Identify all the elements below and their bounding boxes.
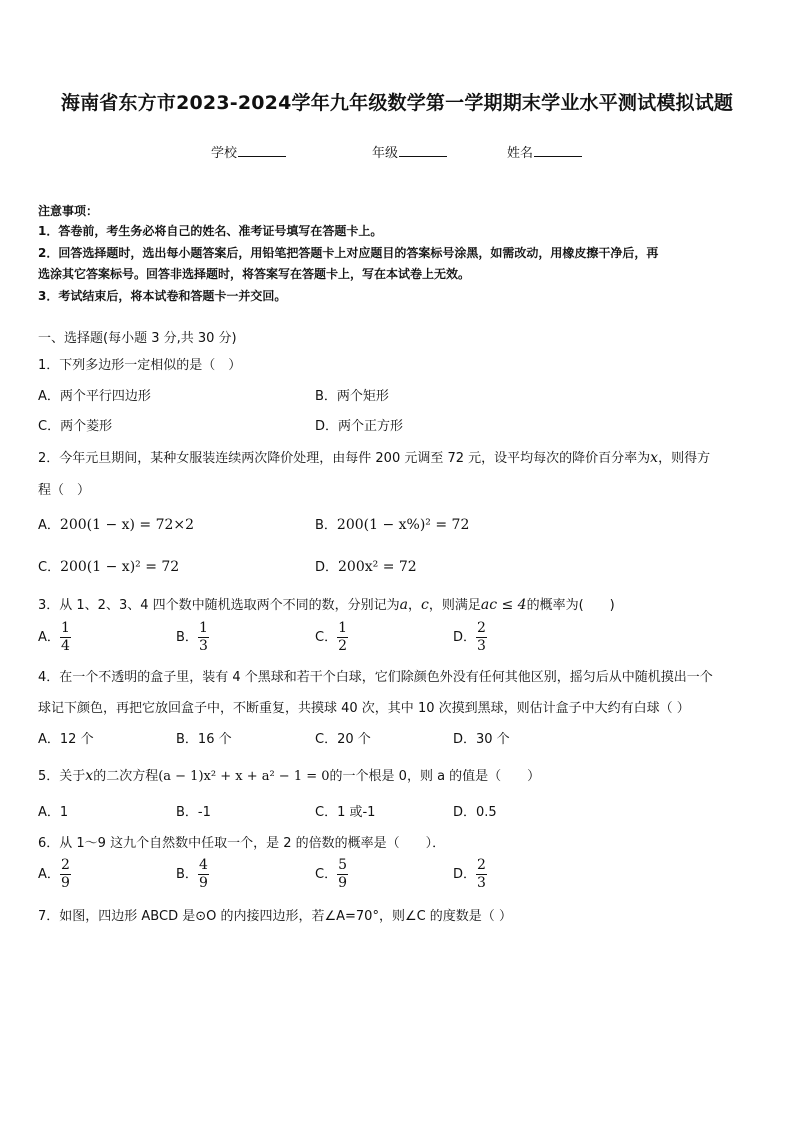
q3-var-a: a xyxy=(399,597,408,613)
note-2b: 选涂其它答案标号。回答非选择题时，将答案写在答题卡上，写在本试卷上无效。 xyxy=(38,267,471,281)
q3-option-c-fraction xyxy=(337,621,348,654)
q2-option-d-formula: 200x² = 72 xyxy=(338,559,417,575)
q3-option-c-label: C． xyxy=(315,630,338,645)
q2-stem-c: 程（ ） xyxy=(38,483,91,498)
q6-option-d xyxy=(453,858,487,891)
q2-stem-b: ，则得方 xyxy=(658,451,711,466)
question-5-stem xyxy=(38,765,540,784)
q3-stem-b: ，则满足 xyxy=(428,598,481,613)
name-label: 姓名 xyxy=(507,146,534,161)
q6-option-d-fraction xyxy=(476,858,487,891)
q3-option-a-fraction xyxy=(60,621,71,654)
denominator: 2 xyxy=(338,638,348,654)
question-4-stem-b: 球记下颜色，再把它放回盒子中，不断重复，共摸球 40 次，其中 10 次摸到黑球，则估计盒子中大约有白球（ ） xyxy=(38,701,690,716)
name-blank xyxy=(534,143,582,157)
numerator: 1 xyxy=(60,620,70,636)
q3-condition: ac ≤ 4 xyxy=(480,597,527,613)
numerator: 1 xyxy=(338,620,348,636)
q3-option-c xyxy=(315,621,348,654)
q3-option-a xyxy=(38,621,71,654)
denominator: 3 xyxy=(477,875,486,891)
q1-option-d: D．两个正方形 xyxy=(315,419,404,434)
q2-option-d xyxy=(315,556,417,575)
denominator: 4 xyxy=(60,638,70,654)
q5-stem-a: 5．关于 xyxy=(38,769,86,784)
q5-stem-c: 的一个根是 0，则 a 的值是（ ） xyxy=(329,769,541,784)
q4-option-a: A．12 个 xyxy=(38,732,94,747)
numerator: 1 xyxy=(198,620,208,636)
q3-var-c: c xyxy=(421,597,429,613)
numerator: 2 xyxy=(60,857,70,873)
question-1-stem: 1．下列多边形一定相似的是（ ） xyxy=(38,358,242,373)
denominator: 3 xyxy=(477,638,486,654)
q3-option-d-fraction xyxy=(476,621,487,654)
q5-stem-b: 的二次方程 xyxy=(93,769,159,784)
school-label: 学校 xyxy=(211,146,238,161)
q5-variable: x xyxy=(85,768,94,784)
q2-option-c-label: C． xyxy=(38,560,61,575)
question-6-stem: 6．从 1～9 这九个自然数中任取一个，是 2 的倍数的概率是（ ）． xyxy=(38,836,446,851)
question-2-stem xyxy=(38,447,710,466)
q2-option-b xyxy=(315,514,469,533)
q5-option-a: A．1 xyxy=(38,805,69,820)
q6-option-c-label: C． xyxy=(315,867,338,882)
q6-option-c xyxy=(315,858,348,891)
q5-option-b: B．-1 xyxy=(176,805,211,820)
question-7-stem: 7．如图，四边形 ABCD 是⊙O 的内接四边形，若∠A=70°，则∠C 的度数是（ ） xyxy=(38,909,512,924)
q3-option-b-fraction xyxy=(198,621,209,654)
page-title: 海南省东方市2023-2024学年九年级数学第一学期期末学业水平测试模拟试题 xyxy=(60,92,734,114)
q6-option-b xyxy=(176,858,209,891)
numerator: 2 xyxy=(477,857,486,873)
school-blank xyxy=(238,143,286,157)
q3-sep: ， xyxy=(407,598,421,613)
q5-option-c: C．1 或-1 xyxy=(315,805,376,820)
q4-option-d: D．30 个 xyxy=(453,732,510,747)
grade-label: 年级 xyxy=(372,146,399,161)
grade-field xyxy=(372,142,447,161)
q4-option-b: B．16 个 xyxy=(176,732,232,747)
q1-option-a: A．两个平行四边形 xyxy=(38,389,151,404)
q3-option-b-label: B． xyxy=(176,630,198,645)
grade-blank xyxy=(399,143,447,157)
q6-option-c-fraction xyxy=(337,858,348,891)
q2-stem-a: 2．今年元旦期间，某种女服装连续两次降价处理，由每件 200 元调至 72 元，设平均每次的降价百分率为 xyxy=(38,451,651,466)
name-field xyxy=(507,142,582,161)
denominator: 9 xyxy=(198,875,208,891)
q3-option-d xyxy=(453,621,487,654)
numerator: 2 xyxy=(477,620,486,636)
q2-option-c-formula: 200(1 − x)² = 72 xyxy=(60,559,180,575)
notes-heading: 注意事项： xyxy=(38,204,99,218)
q2-option-a-formula: 200(1 − x) = 72×2 xyxy=(59,517,195,533)
q1-option-c: C．两个菱形 xyxy=(38,419,113,434)
q2-option-b-formula: 200(1 − x%)² = 72 xyxy=(336,517,470,533)
note-3: 3．考试结束后，将本试卷和答题卡一并交回。 xyxy=(38,289,287,303)
school-field xyxy=(211,142,286,161)
q2-option-a-label: A． xyxy=(38,518,60,533)
note-1: 1．答卷前，考生务必将自己的姓名、准考证号填写在答题卡上。 xyxy=(38,224,383,238)
q3-option-b xyxy=(176,621,209,654)
q6-option-d-label: D． xyxy=(453,867,477,882)
q3-stem-c: 的概率为( ) xyxy=(526,598,615,613)
q3-option-d-label: D． xyxy=(453,630,477,645)
question-3-stem xyxy=(38,594,615,613)
q6-option-b-label: B． xyxy=(176,867,198,882)
q6-option-a xyxy=(38,858,71,891)
q2-option-b-label: B． xyxy=(315,518,337,533)
note-2a: 2．回答选择题时，选出每小题答案后，用铅笔把答题卡上对应题目的答案标号涂黑，如需改动，用橡皮擦干净后，再 xyxy=(38,246,659,260)
denominator: 3 xyxy=(198,638,208,654)
q6-option-a-label: A． xyxy=(38,867,60,882)
q3-stem-a: 3．从 1、2、3、4 四个数中随机选取两个不同的数，分别记为 xyxy=(38,598,400,613)
numerator: 4 xyxy=(198,857,208,873)
q2-variable: x xyxy=(650,450,659,466)
q3-option-a-label: A． xyxy=(38,630,60,645)
q5-option-d: D．0.5 xyxy=(453,805,497,820)
q6-option-a-fraction xyxy=(60,858,71,891)
q6-option-b-fraction xyxy=(198,858,209,891)
section-heading: 一、选择题(每小题 3 分,共 30 分) xyxy=(38,331,237,346)
numerator: 5 xyxy=(338,857,348,873)
q2-option-c xyxy=(38,556,179,575)
denominator: 9 xyxy=(338,875,348,891)
q2-option-d-label: D． xyxy=(315,560,339,575)
q5-equation: (a − 1)x² + x + a² − 1 = 0 xyxy=(158,769,330,784)
q2-option-a xyxy=(38,514,194,533)
question-4-stem-a: 4．在一个不透明的盒子里，装有 4 个黑球和若干个白球，它们除颜色外没有任何其他区别，摇匀后从中随机摸出一个 xyxy=(38,670,713,685)
q4-option-c: C．20 个 xyxy=(315,732,371,747)
denominator: 9 xyxy=(60,875,70,891)
q1-option-b: B．两个矩形 xyxy=(315,389,389,404)
